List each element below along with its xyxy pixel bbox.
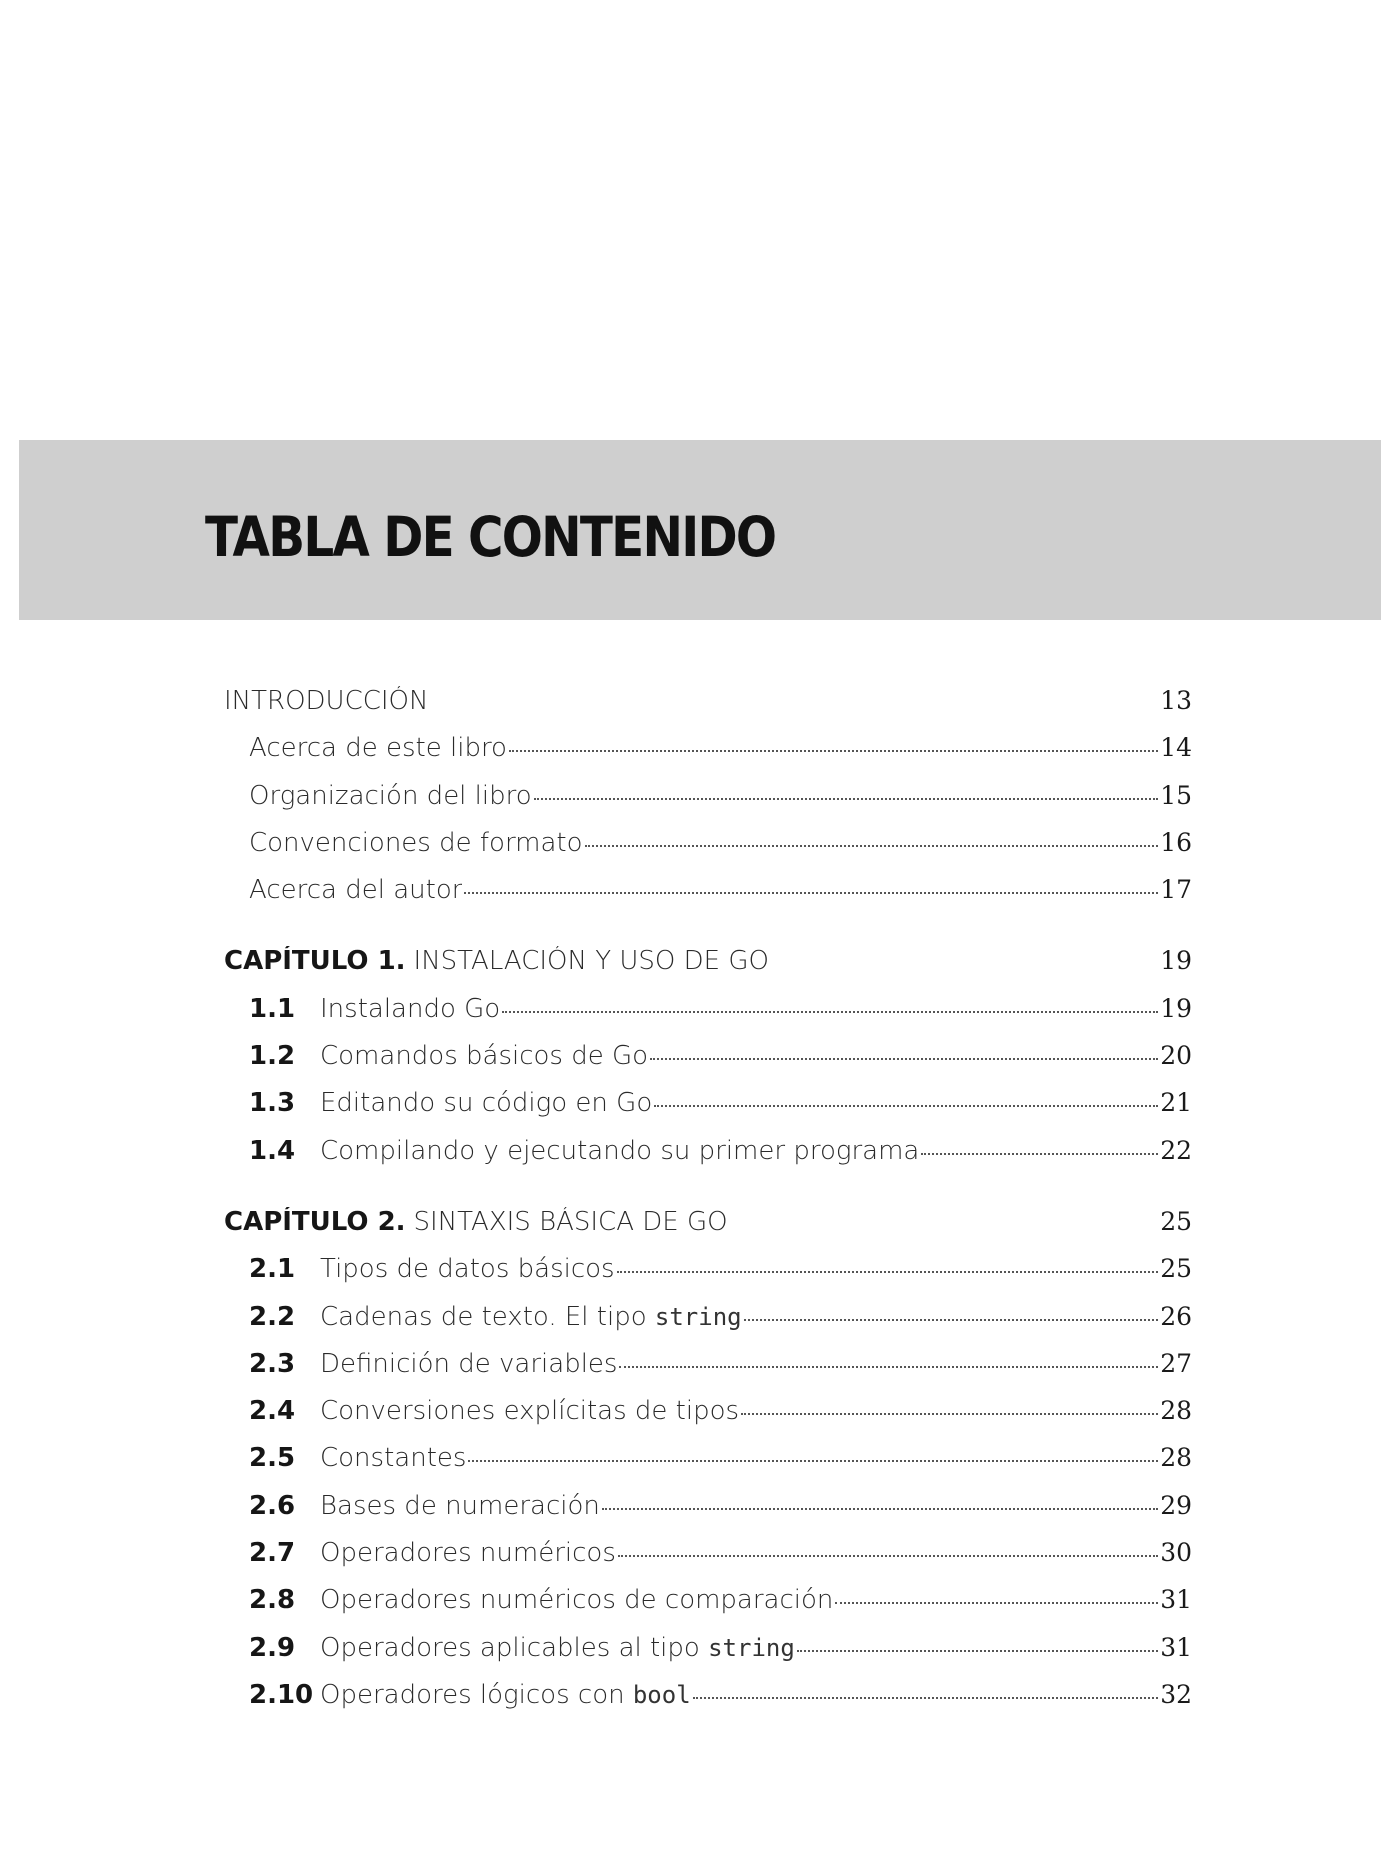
- dot-leader: [921, 1153, 1158, 1155]
- dot-leader: [602, 1508, 1158, 1510]
- dot-leader: [464, 892, 1158, 894]
- toc-entry-label: Tipos de datos básicos: [320, 1254, 615, 1285]
- toc-entry[interactable]: [224, 1538, 1192, 1585]
- toc-entry[interactable]: [224, 1491, 1192, 1538]
- toc-page-number: 26: [1160, 1301, 1192, 1331]
- toc-entry-label: Operadores numéricos de comparación: [320, 1585, 834, 1616]
- dot-leader: [468, 1460, 1158, 1462]
- toc-page-number: 14: [1160, 733, 1192, 763]
- toc-entry[interactable]: [224, 1680, 1192, 1727]
- toc-entry[interactable]: [224, 1254, 1192, 1301]
- toc-entry[interactable]: [224, 875, 1192, 922]
- toc-entry[interactable]: [224, 1633, 1192, 1680]
- toc-entry-number: 2.2: [249, 1301, 296, 1332]
- toc-page-number: 31: [1160, 1632, 1192, 1662]
- toc-entry-label: Bases de numeración: [320, 1490, 600, 1521]
- toc-entry[interactable]: [224, 1396, 1192, 1443]
- toc-page-number: 17: [1160, 875, 1192, 905]
- toc-entry-label: Editando su código en Go: [320, 1088, 653, 1119]
- toc-heading-chapter-1[interactable]: [224, 946, 1192, 993]
- toc-entry-label: Compilando y ejecutando su primer programa: [320, 1135, 920, 1166]
- toc-page-number: 19: [1160, 946, 1192, 976]
- toc-entry-label: Organización del libro: [249, 780, 532, 811]
- toc-entry[interactable]: [224, 1443, 1192, 1490]
- dot-leader: [741, 1413, 1158, 1415]
- toc-entry-label: Acerca del autor: [249, 875, 463, 906]
- toc-entry-label: [320, 1633, 795, 1663]
- dot-leader: [502, 1011, 1158, 1013]
- toc-page-number: 28: [1160, 1396, 1192, 1426]
- toc-page-number: 15: [1160, 780, 1192, 810]
- toc-page-number: 30: [1160, 1538, 1192, 1568]
- toc-page-number: 28: [1160, 1443, 1192, 1473]
- toc-page-number: 13: [1160, 686, 1192, 715]
- toc-entry-number: 2.7: [249, 1538, 296, 1569]
- toc-entry[interactable]: [224, 1349, 1192, 1396]
- toc-page-number: 22: [1160, 1135, 1192, 1165]
- toc-entry-number: 2.4: [249, 1396, 296, 1427]
- toc-entry-number: 2.1: [249, 1254, 296, 1285]
- page-title: TABLA DE CONTENIDO: [205, 505, 776, 569]
- toc-entry-number: 2.3: [249, 1348, 296, 1379]
- dot-leader: [693, 1697, 1159, 1699]
- toc-page-number: 19: [1160, 993, 1192, 1023]
- toc-entry-number: 2.6: [249, 1490, 296, 1521]
- code-keyword: bool: [632, 1680, 691, 1709]
- toc-entry-label: Instalando Go: [320, 993, 501, 1024]
- toc-entry[interactable]: [224, 781, 1192, 828]
- dot-leader: [654, 1105, 1158, 1107]
- dot-leader: [797, 1650, 1158, 1652]
- chapter-number: CAPÍTULO 1.: [224, 946, 406, 977]
- toc-entry-number: 1.3: [249, 1088, 296, 1119]
- toc-section-introduction: [224, 686, 1192, 922]
- toc-entry-label: Comandos básicos de Go: [320, 1041, 649, 1072]
- dot-leader: [618, 1555, 1158, 1557]
- toc-entry-text: Operadores aplicables al tipo: [320, 1632, 709, 1663]
- dot-leader: [619, 1366, 1158, 1368]
- toc-entry-number: 1.2: [249, 1041, 296, 1072]
- chapter-title: INSTALACIÓN Y USO DE GO: [413, 946, 769, 977]
- dot-leader: [509, 750, 1158, 752]
- toc-entry-label: Constantes: [320, 1443, 467, 1474]
- toc-heading-title: [224, 1207, 728, 1237]
- toc-entry[interactable]: [224, 1088, 1192, 1135]
- toc-entry-number: 2.9: [249, 1632, 296, 1663]
- toc-page-number: 25: [1160, 1206, 1192, 1236]
- toc-entry[interactable]: [224, 1041, 1192, 1088]
- toc-entry-label: Conversiones explícitas de tipos: [320, 1396, 740, 1427]
- toc-entry-number: 1.1: [249, 993, 296, 1024]
- toc-section-chapter-2: [224, 1207, 1192, 1727]
- toc-page-number: 32: [1160, 1679, 1192, 1709]
- toc-page-number: 21: [1160, 1088, 1192, 1118]
- toc-heading-chapter-2[interactable]: [224, 1207, 1192, 1254]
- toc-page-number: 20: [1160, 1041, 1192, 1071]
- code-keyword: string: [654, 1302, 742, 1331]
- toc-entry-label: Convenciones de formato: [249, 827, 583, 858]
- code-keyword: string: [708, 1633, 795, 1662]
- toc-entry-label: Definición de variables: [320, 1348, 618, 1379]
- table-of-contents: [224, 686, 1192, 1727]
- dot-leader: [585, 845, 1159, 847]
- toc-heading-title: INTRODUCCIÓN: [224, 686, 429, 716]
- toc-page-number: 31: [1160, 1585, 1192, 1615]
- toc-page-number: 25: [1160, 1254, 1192, 1284]
- toc-section-chapter-1: [224, 946, 1192, 1182]
- toc-entry-text: Operadores lógicos con: [320, 1679, 633, 1710]
- toc-entry[interactable]: [224, 1136, 1192, 1183]
- toc-page-number: 29: [1160, 1490, 1192, 1520]
- toc-page-number: 16: [1160, 827, 1192, 857]
- toc-entry-label: [320, 1680, 691, 1710]
- toc-entry-number: 2.10: [249, 1679, 314, 1710]
- chapter-number: CAPÍTULO 2.: [224, 1206, 406, 1237]
- toc-entry-label: Acerca de este libro: [249, 733, 507, 764]
- toc-heading-introduction[interactable]: [224, 686, 1192, 733]
- toc-entry[interactable]: [224, 1302, 1192, 1349]
- dot-leader: [534, 798, 1159, 800]
- dot-leader: [650, 1058, 1158, 1060]
- toc-entry-text: Cadenas de texto. El tipo: [320, 1301, 655, 1332]
- toc-page-number: 27: [1160, 1348, 1192, 1378]
- dot-leader: [835, 1602, 1158, 1604]
- toc-entry-number: 2.5: [249, 1443, 296, 1474]
- dot-leader: [744, 1319, 1159, 1321]
- chapter-title: SINTAXIS BÁSICA DE GO: [413, 1206, 728, 1237]
- toc-entry[interactable]: [224, 994, 1192, 1041]
- toc-entry[interactable]: [224, 1585, 1192, 1632]
- toc-entry[interactable]: [224, 828, 1192, 875]
- toc-entry[interactable]: [224, 733, 1192, 780]
- toc-entry-number: 2.8: [249, 1585, 296, 1616]
- toc-entry-label: [320, 1302, 742, 1332]
- toc-heading-title: [224, 946, 769, 976]
- toc-entry-number: 1.4: [249, 1135, 296, 1166]
- toc-entry-label: Operadores numéricos: [320, 1538, 616, 1569]
- dot-leader: [617, 1271, 1159, 1273]
